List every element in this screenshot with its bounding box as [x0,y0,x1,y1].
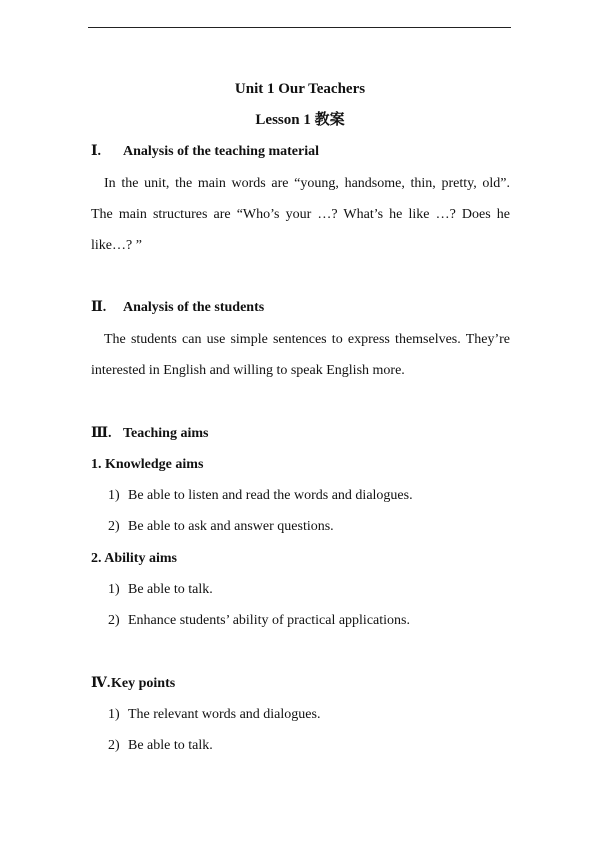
section-title: Analysis of the teaching material [123,144,319,159]
paragraph-line: interested in English and willing to speak English more. [91,363,405,378]
list-item [108,518,334,536]
header-rule [88,27,511,28]
section-title: Teaching aims [123,426,209,441]
list-item-number: 2) [108,738,120,753]
subsection-heading-knowledge: 1. Knowledge aims [91,457,204,472]
paragraph-line: In the unit, the main words are “young, handsome, thin, pretty, old”. [104,176,510,191]
paragraph-line: like…? ” [91,238,142,253]
list-item-text: Be able to ask and answer questions. [128,519,334,534]
section-heading-aims [91,425,208,443]
document-subtitle: Lesson 1 教案 [255,112,345,128]
section-number: Ⅱ. [91,300,107,315]
list-item [108,706,320,724]
section-title: Key points [111,676,176,691]
list-item-text: Enhance students’ ability of practical applications. [128,613,410,628]
paragraph-line: The students can use simple sentences to express themselves. They’re [104,332,510,347]
list-item [108,487,413,505]
list-item-text: Be able to talk. [128,582,213,597]
list-item-text: Be able to talk. [128,738,213,753]
section-number: Ⅳ. [91,676,111,691]
document-title: Unit 1 Our Teachers [234,81,366,97]
list-item-number: 2) [108,613,120,628]
list-item [108,737,213,755]
list-item [108,612,410,630]
section-heading-material [91,143,319,161]
list-item-number: 1) [108,582,120,597]
section-heading-key-points [91,675,175,693]
list-item-number: 1) [108,488,120,503]
paragraph-line: The main structures are “Who’s your …? What’s he like …? Does he [91,207,510,222]
list-item [108,581,213,599]
section-number: Ⅲ. [91,426,112,441]
list-item-number: 1) [108,707,120,722]
list-item-number: 2) [108,519,120,534]
subsection-heading-ability: 2. Ability aims [91,551,177,566]
section-number: Ⅰ. [91,144,102,159]
section-title: Analysis of the students [123,300,265,315]
list-item-text: Be able to listen and read the words and dialogues. [128,488,413,503]
list-item-text: The relevant words and dialogues. [128,707,321,722]
section-heading-students [91,299,264,317]
